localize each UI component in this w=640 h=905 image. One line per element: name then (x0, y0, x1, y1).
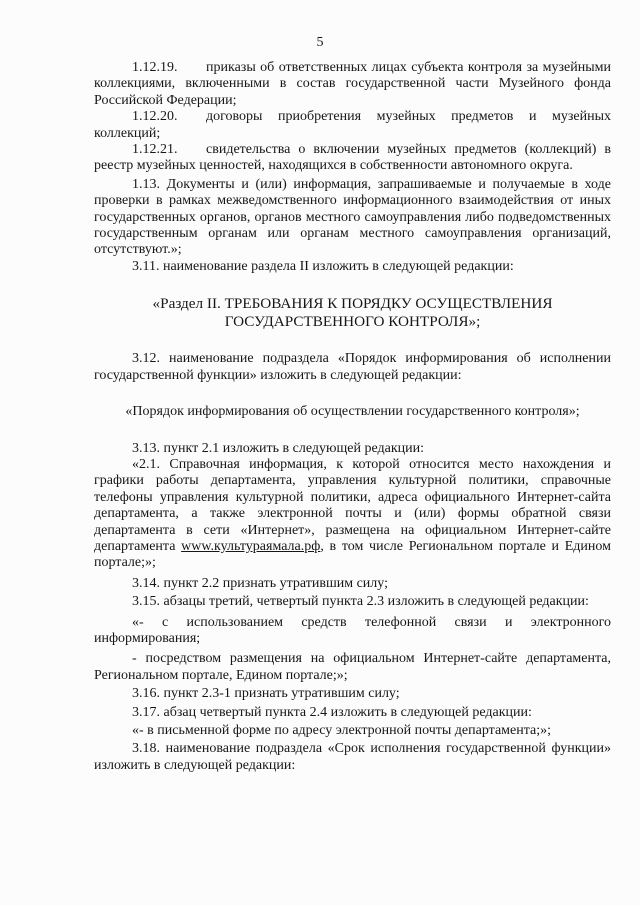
item-text: приказы об ответственных лицах субъекта контроля за музейными коллекциями, включенными в состав государственной части Музейного фонда Российской Федерации; (94, 60, 611, 108)
section-heading: «Раздел II. ТРЕБОВАНИЯ К ПОРЯДКУ ОСУЩЕСТВЛЕНИЯ ГОСУДАРСТВЕННОГО КОНТРОЛЯ»; (152, 295, 553, 331)
item-text: договоры приобретения музейных предметов и музейных коллекций; (94, 109, 611, 141)
quote-site: - посредством размещения на официальном Интернет-сайте департамента, Региональном портале, Едином портале;»; (94, 651, 611, 683)
subsection-heading: «Порядок информирования об осуществлении государственного контроля»; (125, 404, 580, 420)
paragraph-3-11: 3.11. наименование раздела II изложить в следующей редакции: (132, 258, 514, 274)
paragraph-2-1-tail: , в том числе Региональном портале и Едином портале;»; (94, 538, 611, 571)
item-number: 1.12.21. (132, 142, 178, 158)
paragraph-1-13: 1.13. Документы и (или) информация, запрашиваемые и получаемые в ходе проверки в рамках межведомственного информационного взаимодействия от иных государственных органов, органов местного самоуправления либо подведомственных государственным органам или органам местного самоуправления организаций, отсутствуют.»; (94, 176, 611, 258)
paragraph-3-14: 3.14. пункт 2.2 признать утратившим силу; (132, 575, 388, 591)
item-number: 1.12.20. (132, 109, 178, 125)
paragraph-3-12: 3.12. наименование подраздела «Порядок информирования об исполнении государственной функции» изложить в следующей редакции: (94, 351, 611, 383)
paragraph-2-1 (94, 457, 611, 572)
website-link[interactable]: www.культураямала.рф (181, 538, 321, 554)
page-number: 5 (316, 35, 324, 50)
paragraph-2-1-text: «2.1. Справочная информация, к которой относится место нахождения и графики работы департамента, управления культурной политики, справочные телефоны управления культурной политики, адреса официального Интернет-сайта департамента, а также электронной почты и (или) формы обратной связи департамента в сети «Интернет», размещена на официальном Интернет-сайте департамента (94, 456, 611, 554)
quote-phone: «- с использованием средств телефонной связи и электронного информирования; (94, 614, 611, 646)
item-text: свидетельства о включении музейных предметов (коллекций) в реестр музейных ценностей, находящихся в собственности автономного округа. (94, 142, 611, 174)
paragraph-3-15: 3.15. абзацы третий, четвертый пункта 2.3 изложить в следующей редакции: (132, 594, 589, 610)
item-1-12-21 (94, 142, 611, 175)
paragraph-3-18: 3.18. наименование подраздела «Срок исполнения государственной функции» изложить в следующей редакции: (94, 741, 611, 773)
paragraph-3-13: 3.13. пункт 2.1 изложить в следующей редакции: (132, 440, 424, 456)
quote-mail: «- в письменной форме по адресу электронной почты департамента;»; (132, 723, 552, 738)
item-number: 1.12.19. (132, 60, 178, 75)
item-1-12-20 (94, 109, 611, 142)
paragraph-3-17: 3.17. абзац четвертый пункта 2.4 изложить в следующей редакции: (132, 704, 532, 720)
paragraph-3-16: 3.16. пункт 2.3-1 признать утратившим силу; (132, 686, 400, 702)
document-body (94, 60, 611, 774)
item-1-12-19 (94, 60, 611, 109)
